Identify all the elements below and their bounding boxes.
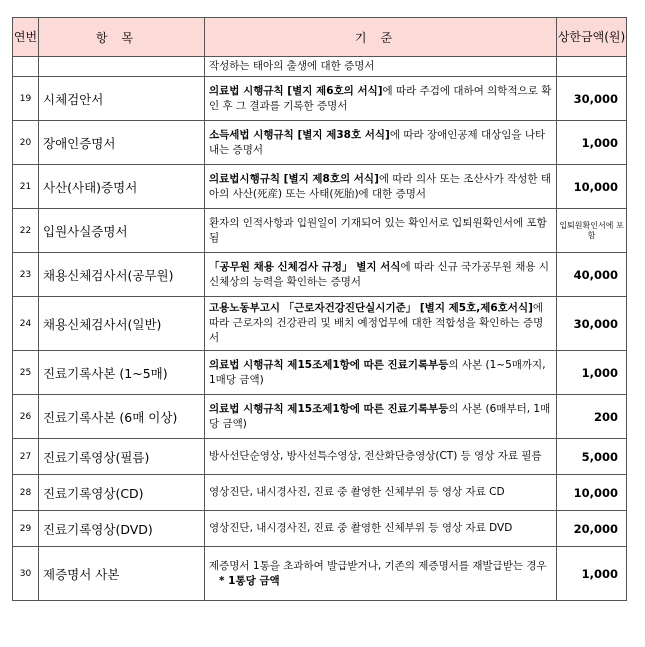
row-item: 사산(사태)증명서 <box>39 165 205 209</box>
row-criteria: 제증명서 1통을 초과하여 발급받거나, 기존의 제증명서를 재발급받는 경우 * 1통당 금액 <box>205 547 557 601</box>
row-fee: 1,000 <box>557 547 627 601</box>
row-fee: 10,000 <box>557 475 627 511</box>
row-item: 장애인증명서 <box>39 121 205 165</box>
row-criteria: 작성하는 태아의 출생에 대한 증명서 <box>205 57 557 77</box>
row-criteria: 의료법 시행규칙 [별지 제6호의 서식]에 따라 주검에 대하여 의학적으로 확인 후 그 결과를 기록한 증명서 <box>205 77 557 121</box>
row-criteria: 「공무원 채용 신체검사 규정」 별지 서식에 따라 신규 국가공무원 채용 시 신체상의 능력을 확인하는 증명서 <box>205 253 557 297</box>
table-row <box>13 475 627 511</box>
row-item <box>39 57 205 77</box>
row-criteria: 의료법시행규칙 [별지 제8호의 서식]에 따라 의사 또는 조산사가 작성한 태아의 사산(死産) 또는 사태(死胎)에 대한 증명서 <box>205 165 557 209</box>
table-row <box>13 57 627 77</box>
row-no: 24 <box>13 297 39 351</box>
table-row <box>13 209 627 253</box>
row-no: 27 <box>13 439 39 475</box>
row-no: 29 <box>13 511 39 547</box>
row-note: * 1통당 금액 <box>219 574 280 587</box>
table-row <box>13 165 627 209</box>
header-criteria: 기준 <box>205 18 557 57</box>
row-item: 채용신체검사서(공무원) <box>39 253 205 297</box>
row-criteria: 영상진단, 내시경사진, 진료 중 촬영한 신체부위 등 영상 자료 DVD <box>205 511 557 547</box>
row-no: 25 <box>13 351 39 395</box>
row-fee: 200 <box>557 395 627 439</box>
row-no: 19 <box>13 77 39 121</box>
header-fee: 상한금액(원) <box>557 18 627 57</box>
row-fee: 1,000 <box>557 121 627 165</box>
table-row <box>13 439 627 475</box>
row-item: 진료기록영상(필름) <box>39 439 205 475</box>
row-fee: 1,000 <box>557 351 627 395</box>
row-no: 30 <box>13 547 39 601</box>
row-criteria: 의료법 시행규칙 제15조제1항에 따른 진료기록부등의 사본 (1~5매까지, 1매당 금액) <box>205 351 557 395</box>
row-item: 시체검안서 <box>39 77 205 121</box>
table-row <box>13 351 627 395</box>
row-criteria: 환자의 인적사항과 입원일이 기재되어 있는 확인서로 입퇴원확인서에 포함됨 <box>205 209 557 253</box>
row-no: 26 <box>13 395 39 439</box>
row-item: 채용신체검사서(일반) <box>39 297 205 351</box>
row-no: 22 <box>13 209 39 253</box>
table-row <box>13 253 627 297</box>
row-criteria: 방사선단순영상, 방사선특수영상, 전산화단층영상(CT) 등 영상 자료 필름 <box>205 439 557 475</box>
row-criteria: 소득세법 시행규칙 [별지 제38호 서식]에 따라 장애인공제 대상임을 나타내는 증명서 <box>205 121 557 165</box>
row-item: 진료기록영상(DVD) <box>39 511 205 547</box>
header-item: 항목 <box>39 18 205 57</box>
row-criteria: 영상진단, 내시경사진, 진료 중 촬영한 신체부위 등 영상 자료 CD <box>205 475 557 511</box>
row-fee: 10,000 <box>557 165 627 209</box>
row-no: 23 <box>13 253 39 297</box>
row-no: 21 <box>13 165 39 209</box>
row-fee: 5,000 <box>557 439 627 475</box>
table-row <box>13 511 627 547</box>
header-no: 연번 <box>13 18 39 57</box>
table-header-row <box>13 18 627 57</box>
row-fee: 40,000 <box>557 253 627 297</box>
row-fee: 30,000 <box>557 77 627 121</box>
row-item: 진료기록사본 (6매 이상) <box>39 395 205 439</box>
row-item: 제증명서 사본 <box>39 547 205 601</box>
row-fee <box>557 57 627 77</box>
row-fee: 입퇴원확인서에 포함 <box>557 209 627 253</box>
fee-table <box>12 17 627 601</box>
row-fee: 30,000 <box>557 297 627 351</box>
row-no: 28 <box>13 475 39 511</box>
row-item: 진료기록영상(CD) <box>39 475 205 511</box>
row-no: 20 <box>13 121 39 165</box>
table-row <box>13 395 627 439</box>
row-criteria: 의료법 시행규칙 제15조제1항에 따른 진료기록부등의 사본 (6매부터, 1매당 금액) <box>205 395 557 439</box>
row-criteria: 고용노동부고시 「근로자건강진단실시기준」 [별지 제5호,제6호서식]에 따라 근로자의 건강관리 및 배치 예정업무에 대한 적합성을 확인하는 증명서 <box>205 297 557 351</box>
table-row <box>13 77 627 121</box>
row-item: 진료기록사본 (1~5매) <box>39 351 205 395</box>
row-no <box>13 57 39 77</box>
table-row <box>13 297 627 351</box>
row-item: 입원사실증명서 <box>39 209 205 253</box>
table-row <box>13 121 627 165</box>
table-row <box>13 547 627 601</box>
row-fee: 20,000 <box>557 511 627 547</box>
